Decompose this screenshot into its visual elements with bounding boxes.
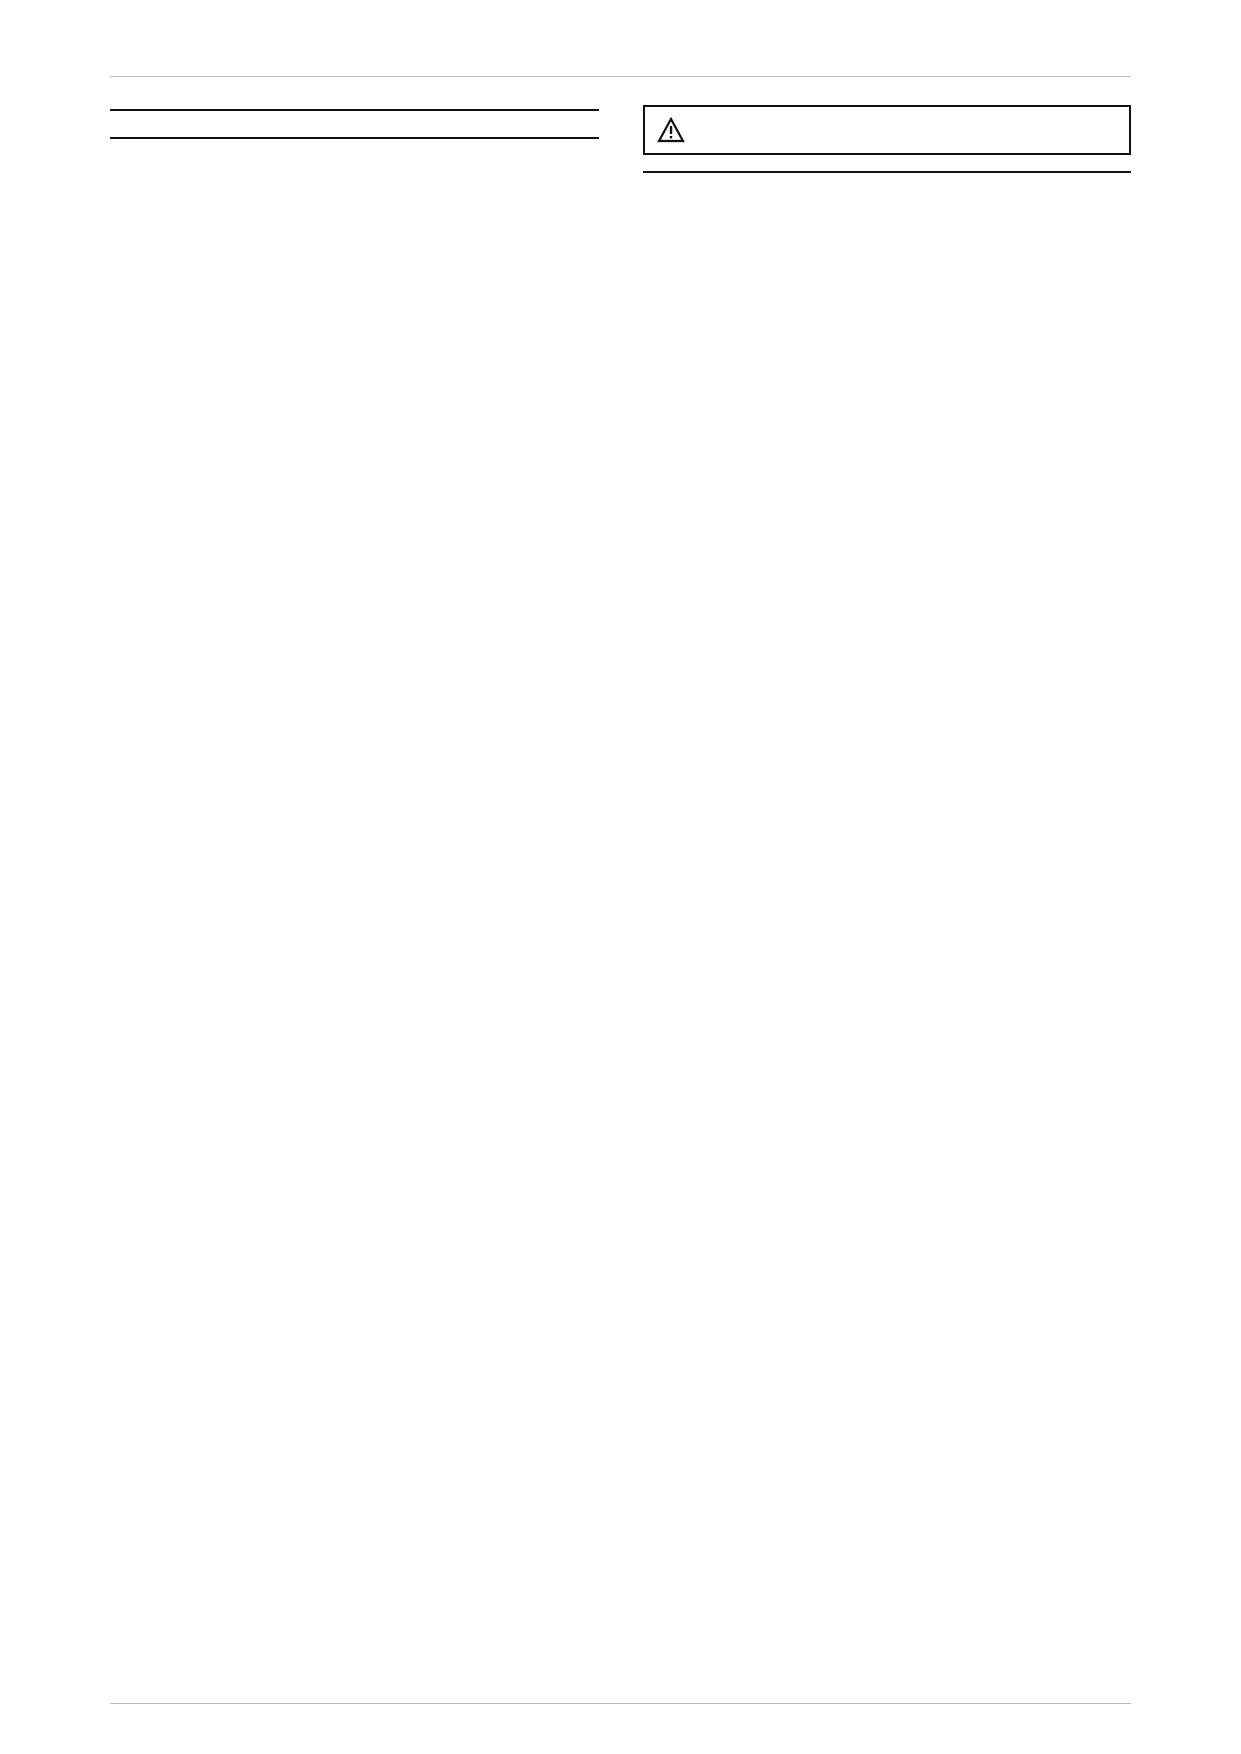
running-header [110, 70, 1131, 77]
warning-text-block [695, 117, 701, 138]
section-heading [110, 105, 599, 111]
right-column [643, 105, 1132, 195]
warning-box [643, 105, 1132, 155]
section-heading [643, 167, 1132, 173]
running-footer [110, 1703, 1131, 1710]
warning-triangle-icon [657, 117, 685, 143]
left-column [110, 105, 599, 195]
section [643, 167, 1132, 173]
text-columns [110, 105, 1131, 195]
section-heading [110, 133, 599, 139]
section [110, 133, 599, 139]
section [110, 105, 599, 111]
